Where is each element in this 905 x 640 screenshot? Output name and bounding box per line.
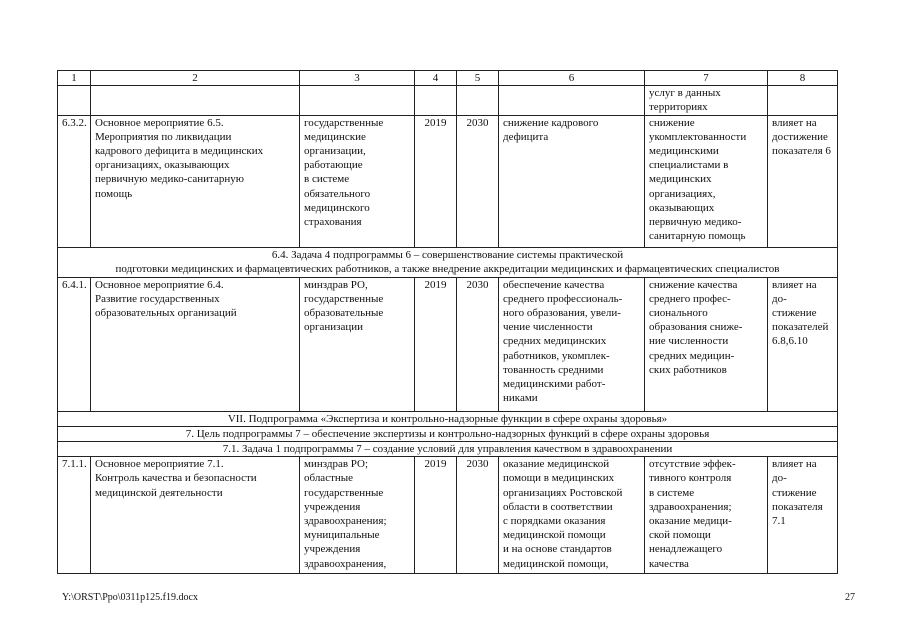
table-row: [58, 115, 838, 247]
task-heading-row: [58, 442, 838, 457]
task-6-4-heading: 6.4. Задача 4 подпрограммы 6 – совершенствование системы практической подготовки медицинских и фармацевтических работников, а также внедрение аккредитации медицинских и фармацевтических специалистов: [58, 247, 838, 277]
table-row: [58, 86, 838, 115]
cell-start-year: 2019: [415, 115, 457, 247]
cell-result: снижение кадрового дефицита: [499, 115, 645, 247]
cell-number: 7.1.1.: [58, 457, 91, 574]
cell-risk: снижение качества среднего профес- сионального образования сниже- ние численности средних медицин- ских работников: [645, 277, 768, 411]
cell-risk: услуг в данных территориях: [645, 86, 768, 115]
column-number-row: [58, 71, 838, 86]
cell-executor: минздрав РО, государственные образовательные организации: [300, 277, 415, 411]
cell-number: 6.4.1.: [58, 277, 91, 411]
measures-table: [57, 70, 838, 574]
col-header: 6: [499, 71, 645, 86]
task-heading-row: [58, 247, 838, 277]
table-row: [58, 457, 838, 574]
cell-executor: государственные медицинские организации, работающие в системе обязательного медицинского страхования: [300, 115, 415, 247]
footer-file-path: Y:\ORST\Ppo\0311p125.f19.docx: [62, 592, 198, 603]
col-header: 2: [91, 71, 300, 86]
goal-heading-row: [58, 426, 838, 441]
subprogram-7-heading: VII. Подпрограмма «Экспертиза и контрольно-надзорные функции в сфере охраны здоровья»: [58, 411, 838, 426]
cell-end-year: 2030: [457, 115, 499, 247]
cell-end-year: 2030: [457, 457, 499, 574]
cell-risk: снижение укомплектованности медицинскими специалистами в медицинских организациях, оказывающих первичную медико- санитарную помощь: [645, 115, 768, 247]
cell-indicator-link: влияет на до- стижение показателей 6.8,6.10: [768, 277, 838, 411]
cell-risk: отсутствие эффек- тивного контроля в системе здравоохранения; оказание медици- ской помощи ненадлежащего качества: [645, 457, 768, 574]
goal-7-heading: 7. Цель подпрограммы 7 – обеспечение экспертизы и контрольно-надзорных функций в сфере охраны здоровья: [58, 426, 838, 441]
task-7-1-heading: 7.1. Задача 1 подпрограммы 7 – создание условий для управления качеством в здравоохранении: [58, 442, 838, 457]
cell-measure-name: Основное мероприятие 6.4. Развитие государственных образовательных организаций: [91, 277, 300, 411]
cell-indicator-link: влияет на до- стижение показателя 7.1: [768, 457, 838, 574]
table-row: [58, 277, 838, 411]
col-header: 4: [415, 71, 457, 86]
cell-number: 6.3.2.: [58, 115, 91, 247]
col-header: 1: [58, 71, 91, 86]
page-number: 27: [845, 592, 855, 603]
cell-measure-name: Основное мероприятие 6.5. Мероприятия по ликвидации кадрового дефицита в медицинских организациях, оказывающих первичную медико-санитарную помощь: [91, 115, 300, 247]
cell-start-year: 2019: [415, 277, 457, 411]
subprogram-heading-row: [58, 411, 838, 426]
cell-end-year: 2030: [457, 277, 499, 411]
col-header: 8: [768, 71, 838, 86]
col-header: 5: [457, 71, 499, 86]
cell-start-year: 2019: [415, 457, 457, 574]
cell-indicator-link: влияет на достижение показателя 6: [768, 115, 838, 247]
col-header: 7: [645, 71, 768, 86]
col-header: 3: [300, 71, 415, 86]
cell-result: обеспечение качества среднего профессиональ- ного образования, увели- чение численности средних медицинских работников, укомплек- тованность средними медицинскими работ- никами: [499, 277, 645, 411]
cell-measure-name: Основное мероприятие 7.1. Контроль качества и безопасности медицинской деятельности: [91, 457, 300, 574]
cell-executor: минздрав РО; областные государственные учреждения здравоохранения; муниципальные учреждения здравоохранения,: [300, 457, 415, 574]
cell-result: оказание медицинской помощи в медицинских организациях Ростовской области в соответствии с порядками оказания медицинской помощи и на основе стандартов медицинской помощи,: [499, 457, 645, 574]
